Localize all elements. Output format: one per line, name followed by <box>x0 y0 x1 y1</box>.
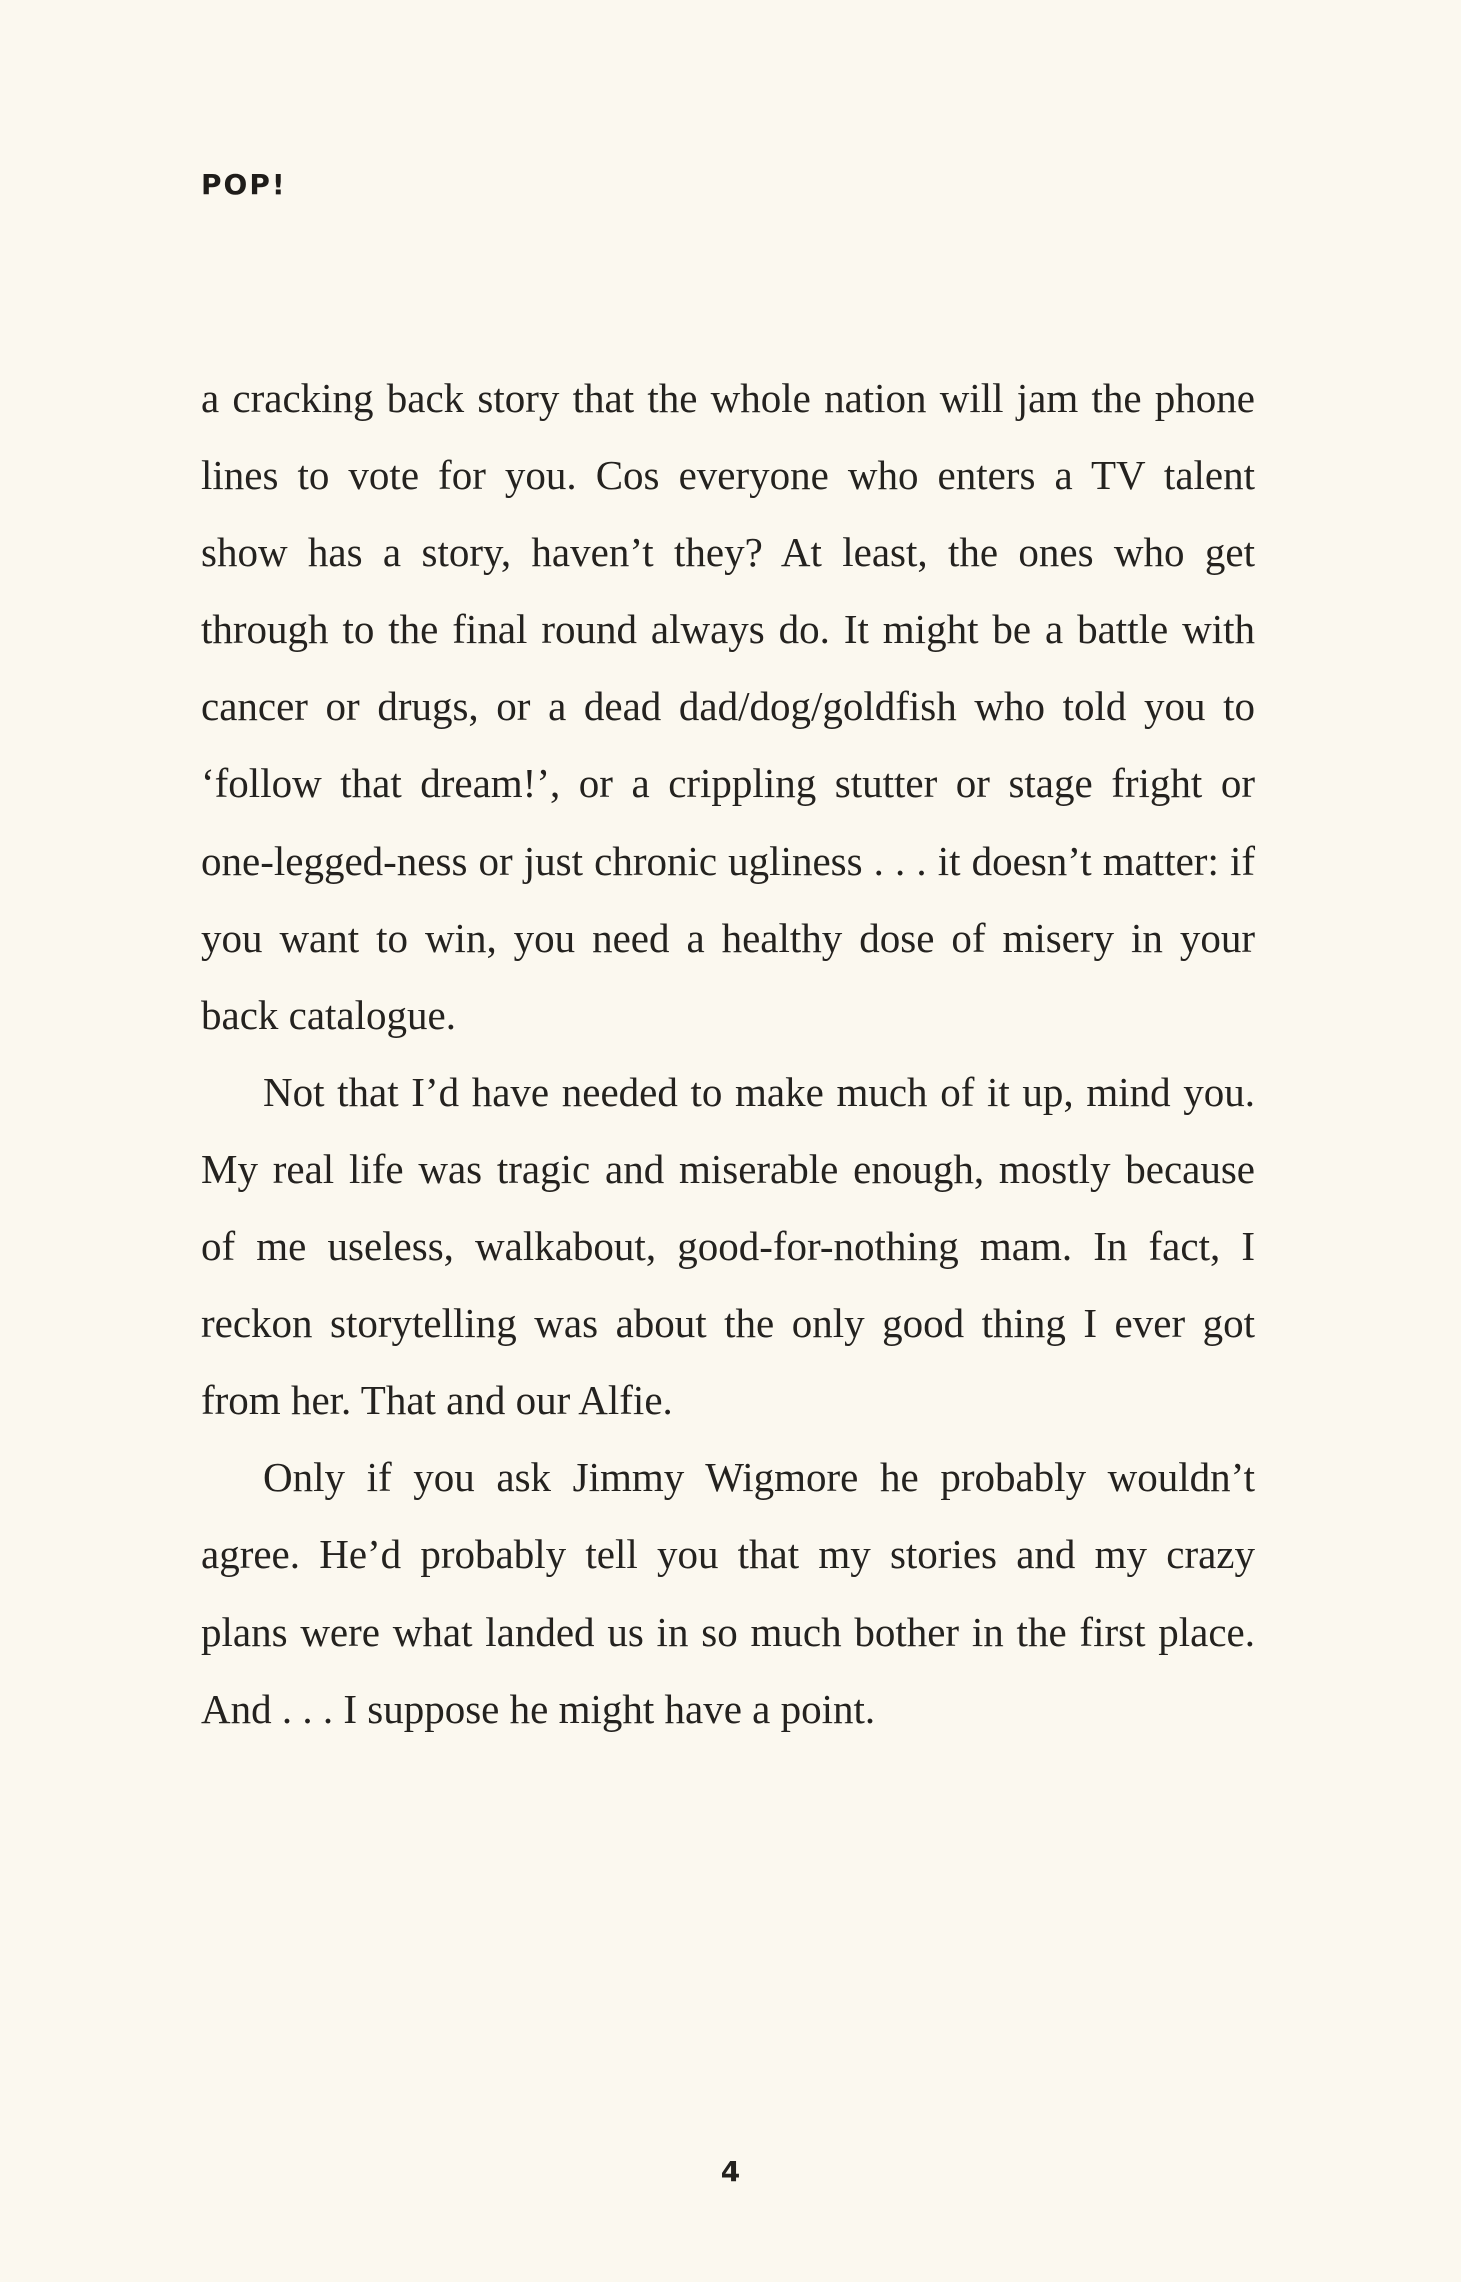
body-text <box>201 360 1255 1748</box>
paragraph-3: Only if you ask Jimmy Wigmore he probably wouldn’t agree. He’d probably tell you that my stories and my crazy plans were what landed us in so much bother in the first place. And . . . I suppose he might have a point. <box>201 1454 1255 1732</box>
paragraph-1: a cracking back story that the whole nation will jam the phone lines to vote for you. Cos everyone who enters a TV talent show has a story, haven’t they? At least, the ones who get through to the final round always do. It might be a battle with cancer or drugs, or a dead dad/dog/goldfish who told you to ‘follow that dream!’, or a crippling stutter or stage fright or one-legged-ness or just chronic ugliness . . . it doesn’t matter: if you want to win, you need a healthy dose of misery in your back catalogue. <box>201 375 1255 1038</box>
page-number: 4 <box>720 2155 741 2188</box>
running-head: POP! <box>201 168 287 201</box>
paragraph-2: Not that I’d have needed to make much of it up, mind you. My real life was tragic and miserable enough, mostly because of me useless, walkabout, good-for-nothing mam. In fact, I reckon storytelling was about the only good thing I ever got from her. That and our Alfie. <box>201 1068 1255 1424</box>
